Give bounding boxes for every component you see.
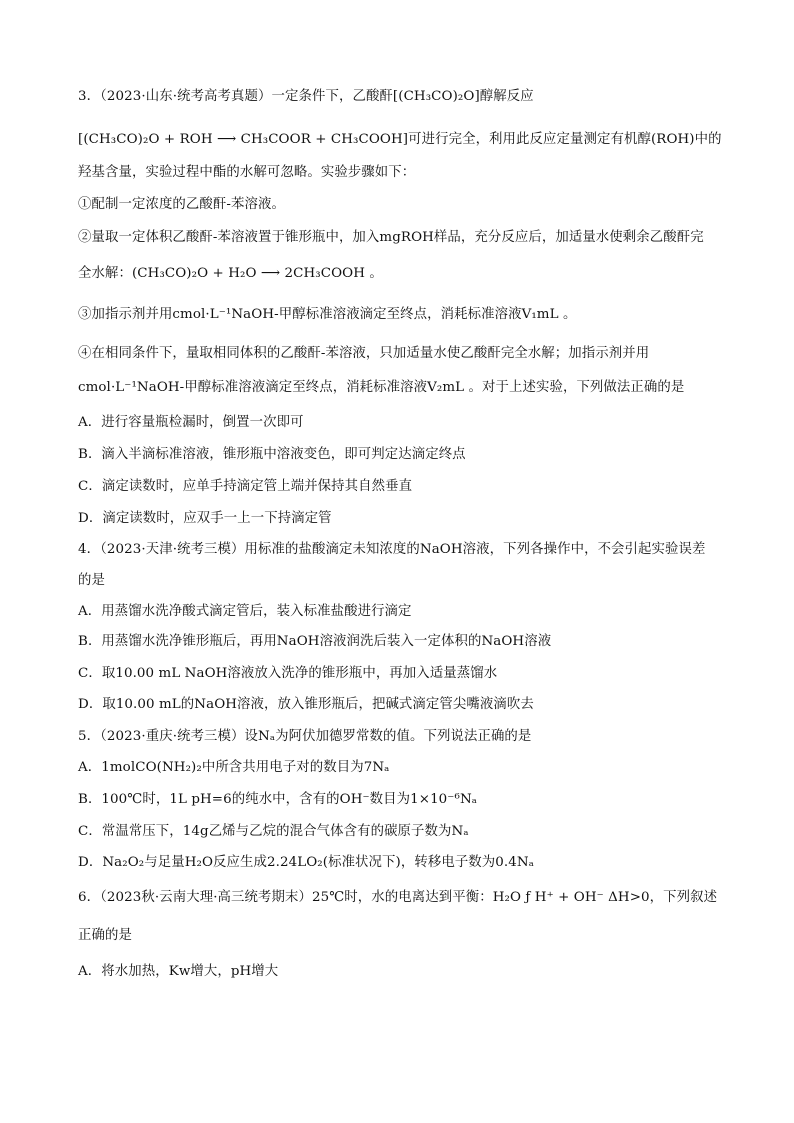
q4-option-a: A．用蒸馏水洗净酸式滴定管后，装入标准盐酸进行滴定	[78, 604, 412, 619]
q3-option-a: A．进行容量瓶检漏时，倒置一次即可	[78, 415, 304, 430]
q3-step-2-line2: 全水解：(CH₃CO)₂O + H₂O ⟶ 2CH₃COOH 。	[78, 266, 383, 281]
q4-stem-line1: 4．（2023·天津·统考三模）用标准的盐酸滴定未知浓度的NaOH溶液，下列各操作中，不会引起实验误差	[78, 542, 706, 557]
q3-step-4-line2: cmol·L⁻¹NaOH-甲醇标准溶液滴定至终点，消耗标准溶液V₂mL 。对于上述实验，下列做法正确的是	[78, 380, 685, 395]
q4-option-d: D．取10.00 mL的NaOH溶液，放入锥形瓶后，把碱式滴定管尖嘴液滴吹去	[78, 697, 534, 712]
q3-stem-line2: [(CH₃CO)₂O + ROH ⟶ CH₃COOR + CH₃COOH]可进行完全，利用此反应定量测定有机醇(ROH)中的	[78, 132, 722, 147]
q3-step-3: ③加指示剂并用cmol·L⁻¹NaOH-甲醇标准溶液滴定至终点，消耗标准溶液V₁mL 。	[78, 307, 577, 322]
q5-option-b: B．100℃时，1L pH=6的纯水中，含有的OH⁻数目为1×10⁻⁶Nₐ	[78, 792, 478, 807]
q3-stem-line3: 羟基含量，实验过程中酯的水解可忽略。实验步骤如下：	[78, 165, 416, 180]
q3-option-d: D．滴定读数时，应双手一上一下持滴定管	[78, 511, 332, 526]
q5-option-d: D．Na₂O₂与足量H₂O反应生成2.24LO₂(标准状况下)，转移电子数为0.4Nₐ	[78, 855, 534, 870]
q5-stem: 5．（2023·重庆·统考三模）设Nₐ为阿伏加德罗常数的值。下列说法正确的是	[78, 729, 532, 744]
q6-option-a: A．将水加热，Kw增大，pH增大	[78, 964, 279, 979]
q5-option-c: C．常温常压下，14g乙烯与乙烷的混合气体含有的碳原子数为Nₐ	[78, 824, 469, 839]
q3-option-b: B．滴入半滴标准溶液，锥形瓶中溶液变色，即可判定达滴定终点	[78, 447, 466, 462]
q4-option-c: C．取10.00 mL NaOH溶液放入洗净的锥形瓶中，再加入适量蒸馏水	[78, 666, 498, 681]
q6-stem-line2: 正确的是	[78, 928, 132, 943]
q4-option-b: B．用蒸馏水洗净锥形瓶后，再用NaOH溶液润洗后装入一定体积的NaOH溶液	[78, 634, 552, 649]
q3-option-c: C．滴定读数时，应单手持滴定管上端并保持其自然垂直	[78, 479, 413, 494]
q3-stem-line1: 3．（2023·山东·统考高考真题）一定条件下，乙酸酐[(CH₃CO)₂O]醇解反应	[78, 89, 534, 104]
q3-step-4-line1: ④在相同条件下，量取相同体积的乙酸酐-苯溶液，只加适量水使乙酸酐完全水解；加指示剂并用	[78, 346, 650, 361]
q3-step-1: ①配制一定浓度的乙酸酐-苯溶液。	[78, 197, 285, 212]
q4-stem-line2: 的是	[78, 573, 105, 588]
q3-step-2-line1: ②量取一定体积乙酸酐-苯溶液置于锥形瓶中，加入mgROH样品，充分反应后，加适量水使剩余乙酸酐完	[78, 230, 704, 245]
q6-stem-line1: 6．（2023秋·云南大理·高三统考期末）25℃时，水的电离达到平衡：H₂O ƒ H⁺ + OH⁻ ΔH>0，下列叙述	[78, 890, 718, 905]
q5-option-a: A．1molCO(NH₂)₂中所含共用电子对的数目为7Nₐ	[78, 760, 390, 775]
